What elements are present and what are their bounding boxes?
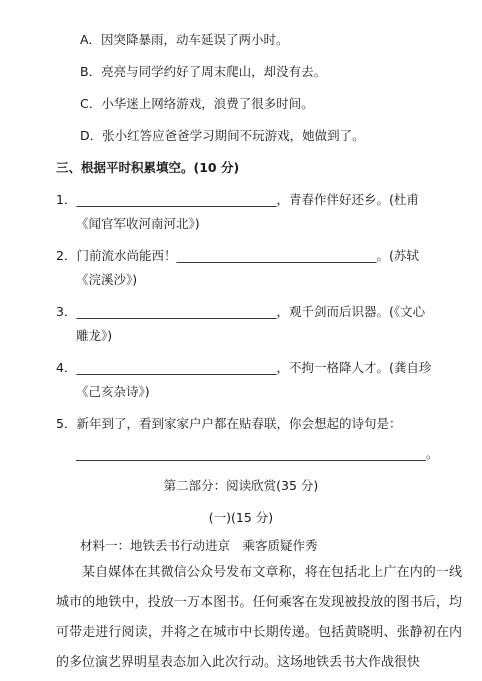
part2-subtitle: (一)(15 分)	[208, 510, 274, 525]
section3-title: 三、根据平时积累填空。(10 分)	[56, 160, 240, 175]
part2-title: 第二部分：阅读欣赏(35 分)	[163, 478, 319, 493]
fill-item-1-line1: 1．________________________________，青春作伴好还乡。(杜甫	[56, 192, 419, 207]
fill-item-5-line2: ________________________________________________________。	[76, 446, 439, 461]
option-b: B．亮亮与同学约好了周末爬山，却没有去。	[80, 64, 327, 79]
fill-item-4-line1: 4．________________________________，不拘一格降人才。(龚自珍	[56, 360, 432, 375]
option-d: D．张小红答应爸爸学习期间不玩游戏，她做到了。	[80, 128, 365, 143]
fill-item-3-line1: 3．________________________________，观千剑而后识器。(《文心	[56, 304, 426, 319]
fill-item-2-line1: 2．门前流水尚能西！________________________________。(苏轼	[56, 248, 419, 263]
fill-item-1-line2: 《闻官军收河南河北》)	[76, 216, 200, 231]
option-a: A．因突降暴雨，动车延误了两小时。	[80, 32, 289, 47]
fill-item-2-line2: 《浣溪沙》)	[76, 272, 138, 287]
material-heading: 材料一：地铁丢书行动进京 乘客质疑作秀	[80, 538, 318, 553]
option-c: C．小华迷上网络游戏，浪费了很多时间。	[80, 96, 314, 111]
fill-item-4-line2: 《己亥杂诗》)	[76, 384, 150, 399]
fill-item-3-line2: 雕龙》)	[76, 328, 113, 343]
article-paragraph: 某自媒体在其微信公众号发布文章称，将在包括北上广在内的一线城市的地铁中，投放一万本图书。任何乘客在发现被投放的图书后，均可带走进行阅读，并将之在城市中长期传递。包括黄晓明、张静初在内的多位演艺界明星表态加入此次行动。这场地铁丢书大作战很快	[56, 565, 462, 670]
fill-item-5-line1: 5．新年到了，看到家家户户都在贴春联，你会想起的诗句是：	[56, 416, 402, 431]
